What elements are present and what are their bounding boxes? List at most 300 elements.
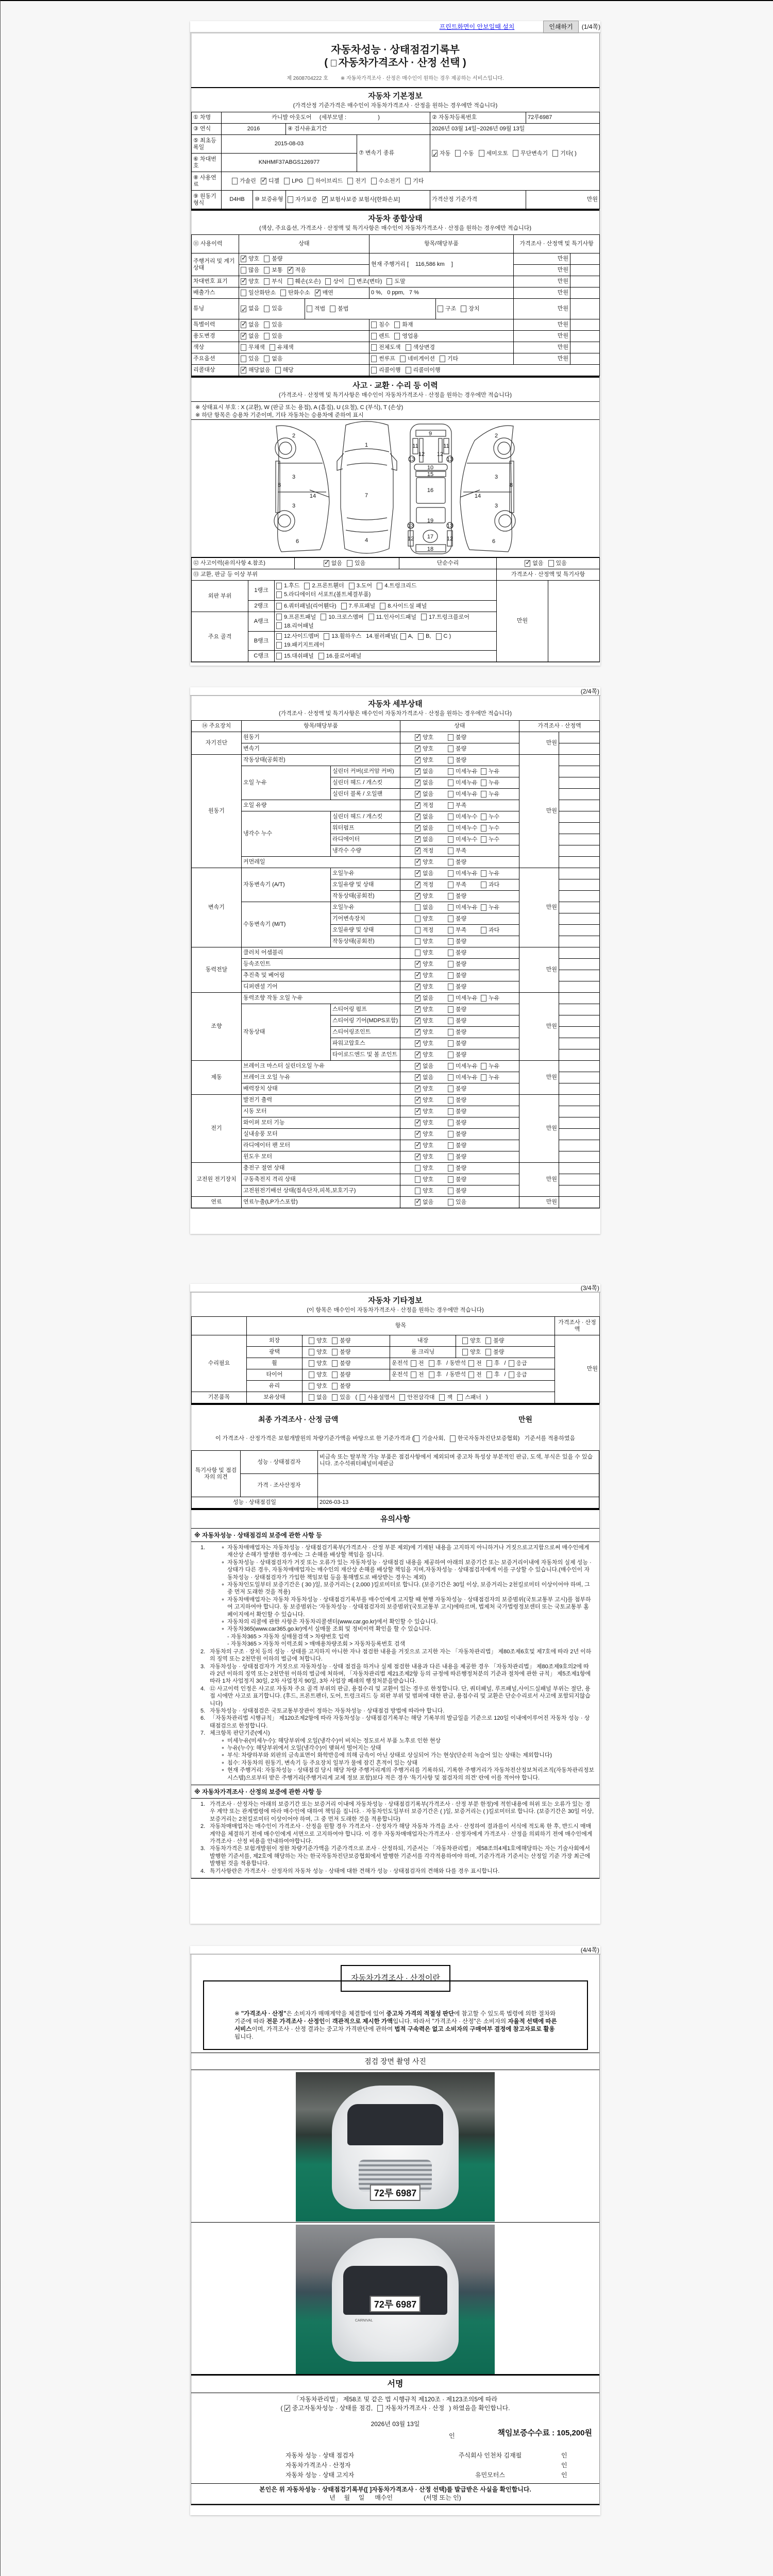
checkbox-unchecked[interactable] — [318, 653, 324, 659]
checkbox-unchecked[interactable] — [429, 1371, 434, 1378]
checkbox-option[interactable] — [415, 870, 448, 877]
checkbox-option[interactable] — [481, 927, 514, 934]
checkbox-unchecked[interactable] — [481, 927, 486, 934]
checkbox-option[interactable] — [276, 590, 371, 599]
checkbox-unchecked[interactable] — [288, 278, 293, 285]
checkbox-option[interactable] — [321, 613, 363, 622]
checkbox-option[interactable] — [241, 367, 271, 374]
checkbox-option[interactable] — [330, 306, 348, 312]
checkbox-unchecked[interactable] — [415, 916, 421, 922]
checkbox-option[interactable] — [332, 1383, 350, 1389]
checkbox-checked[interactable] — [284, 2405, 290, 2412]
checkbox-option[interactable] — [349, 278, 382, 285]
checkbox-option[interactable] — [415, 1006, 448, 1013]
checkbox-unchecked[interactable] — [468, 1360, 474, 1367]
checkbox-option[interactable] — [276, 613, 316, 622]
checkbox-unchecked[interactable] — [264, 321, 270, 328]
checkbox-option[interactable] — [438, 306, 456, 312]
checkbox-unchecked[interactable] — [377, 2405, 383, 2412]
checkbox-unchecked[interactable] — [448, 1188, 453, 1194]
checkbox-unchecked[interactable] — [509, 1360, 514, 1367]
checkbox-option[interactable] — [241, 267, 259, 274]
checkbox-unchecked[interactable] — [288, 196, 293, 203]
checkbox-option[interactable] — [448, 1131, 481, 1138]
checkbox-option[interactable] — [415, 1086, 448, 1092]
checkbox-unchecked[interactable] — [448, 1052, 453, 1058]
checkbox-option[interactable] — [318, 653, 361, 659]
checkbox-option[interactable] — [448, 825, 481, 832]
checkbox-unchecked[interactable] — [448, 950, 453, 956]
checkbox-unchecked[interactable] — [347, 178, 353, 184]
checkbox-option[interactable] — [241, 333, 259, 340]
checkbox-unchecked[interactable] — [448, 916, 453, 922]
price-survey-checkbox[interactable] — [331, 60, 337, 66]
checkbox-unchecked[interactable] — [400, 355, 406, 362]
checkbox-option[interactable] — [415, 984, 448, 990]
checkbox-option[interactable] — [486, 1371, 500, 1378]
checkbox-unchecked[interactable] — [332, 1383, 338, 1389]
checkbox-option[interactable] — [347, 178, 366, 184]
checkbox-option[interactable] — [371, 355, 395, 362]
checkbox-unchecked[interactable] — [309, 1360, 314, 1367]
checkbox-option[interactable] — [415, 1074, 448, 1081]
checkbox-option[interactable] — [415, 1142, 448, 1149]
checkbox-option[interactable] — [394, 321, 413, 328]
checkbox-option[interactable] — [275, 367, 294, 374]
checkbox-option[interactable] — [418, 632, 431, 641]
checkbox-unchecked[interactable] — [307, 306, 312, 312]
checkbox-option[interactable] — [415, 1188, 448, 1194]
checkbox-option[interactable] — [371, 321, 390, 328]
checkbox-unchecked[interactable] — [448, 1142, 453, 1149]
checkbox-unchecked[interactable] — [276, 583, 282, 589]
checkbox-option[interactable] — [264, 355, 282, 362]
checkbox-unchecked[interactable] — [321, 614, 326, 620]
checkbox-unchecked[interactable] — [479, 150, 484, 157]
checkbox-unchecked[interactable] — [280, 290, 286, 296]
checkbox-option[interactable] — [332, 1349, 350, 1355]
checkbox-unchecked[interactable] — [309, 1383, 314, 1389]
checkbox-unchecked[interactable] — [448, 938, 453, 945]
checkbox-option[interactable] — [481, 904, 514, 911]
checkbox-option[interactable] — [284, 2404, 373, 2413]
checkbox-option[interactable] — [481, 814, 514, 820]
checkbox-option[interactable] — [448, 1176, 481, 1183]
checkbox-option[interactable] — [448, 1165, 481, 1172]
checkbox-option[interactable] — [415, 1108, 448, 1115]
checkbox-unchecked[interactable] — [270, 344, 275, 351]
checkbox-option[interactable] — [415, 938, 448, 945]
checkbox-option[interactable] — [405, 178, 424, 184]
signer-seal[interactable]: 인 — [561, 2471, 567, 2479]
checkbox-option[interactable] — [481, 768, 514, 775]
checkbox-option[interactable] — [415, 961, 448, 968]
checkbox-checked[interactable] — [415, 1131, 421, 1138]
checkbox-unchecked[interactable] — [448, 961, 453, 968]
checkbox-checked[interactable] — [415, 802, 421, 809]
checkbox-unchecked[interactable] — [406, 367, 411, 374]
checkbox-option[interactable] — [486, 1360, 500, 1367]
checkbox-option[interactable] — [415, 802, 448, 809]
checkbox-checked[interactable] — [432, 150, 438, 157]
checkbox-option[interactable] — [264, 267, 282, 274]
checkbox-option[interactable] — [284, 178, 303, 184]
checkbox-option[interactable] — [276, 632, 319, 641]
checkbox-checked[interactable] — [415, 859, 421, 866]
checkbox-checked[interactable] — [241, 306, 246, 312]
checkbox-unchecked[interactable] — [264, 333, 270, 340]
checkbox-option[interactable] — [415, 950, 448, 956]
checkbox-unchecked[interactable] — [448, 1040, 453, 1047]
checkbox-unchecked[interactable] — [276, 642, 282, 649]
checkbox-unchecked[interactable] — [264, 278, 270, 285]
checkbox-option[interactable] — [462, 1337, 481, 1344]
checkbox-option[interactable] — [377, 2404, 444, 2413]
checkbox-checked[interactable] — [415, 1142, 421, 1149]
checkbox-unchecked[interactable] — [332, 1360, 338, 1367]
checkbox-unchecked[interactable] — [371, 333, 377, 340]
checkbox-option[interactable] — [276, 603, 337, 609]
checkbox-option[interactable] — [448, 927, 481, 934]
checkbox-unchecked[interactable] — [548, 560, 554, 567]
checkbox-unchecked[interactable] — [448, 1074, 453, 1081]
checkbox-option[interactable] — [448, 1086, 481, 1092]
signer-seal[interactable]: 인 — [561, 2452, 567, 2459]
checkbox-unchecked[interactable] — [415, 927, 421, 934]
checkbox-unchecked[interactable] — [448, 734, 453, 741]
checkbox-option[interactable] — [347, 560, 365, 567]
checkbox-option[interactable] — [241, 355, 259, 362]
checkbox-option[interactable] — [415, 791, 448, 798]
checkbox-unchecked[interactable] — [448, 882, 453, 888]
checkbox-option[interactable] — [448, 916, 481, 922]
checkbox-option[interactable] — [415, 916, 448, 922]
checkbox-unchecked[interactable] — [349, 278, 355, 285]
checkbox-option[interactable] — [415, 904, 448, 911]
checkbox-option[interactable] — [481, 1074, 514, 1081]
checkbox-checked[interactable] — [415, 1108, 421, 1115]
checkbox-option[interactable] — [394, 333, 418, 340]
checkbox-option[interactable] — [315, 290, 333, 296]
checkbox-checked[interactable] — [415, 961, 421, 968]
checkbox-unchecked[interactable] — [448, 825, 453, 832]
checkbox-unchecked[interactable] — [481, 791, 486, 798]
checkbox-option[interactable] — [415, 859, 448, 866]
checkbox-option[interactable] — [448, 1052, 481, 1058]
checkbox-option[interactable] — [288, 196, 317, 203]
checkbox-option[interactable] — [411, 1360, 424, 1367]
checkbox-option[interactable] — [415, 757, 448, 764]
checkbox-option[interactable] — [264, 321, 282, 328]
checkbox-option[interactable] — [380, 603, 427, 609]
checkbox-option[interactable] — [448, 1006, 481, 1013]
checkbox-unchecked[interactable] — [486, 1371, 492, 1378]
checkbox-option[interactable] — [448, 768, 481, 775]
checkbox-unchecked[interactable] — [448, 802, 453, 809]
checkbox-option[interactable] — [371, 178, 401, 184]
checkbox-option[interactable] — [415, 1063, 448, 1070]
checkbox-unchecked[interactable] — [324, 633, 329, 640]
checkbox-unchecked[interactable] — [394, 333, 400, 340]
checkbox-unchecked[interactable] — [241, 355, 246, 362]
checkbox-unchecked[interactable] — [371, 344, 377, 351]
checkbox-unchecked[interactable] — [347, 560, 352, 567]
checkbox-unchecked[interactable] — [481, 768, 486, 775]
checkbox-option[interactable] — [276, 653, 314, 659]
checkbox-option[interactable] — [309, 1360, 327, 1367]
checkbox-option[interactable] — [448, 848, 481, 854]
checkbox-checked[interactable] — [261, 178, 266, 184]
checkbox-unchecked[interactable] — [448, 791, 453, 798]
checkbox-option[interactable] — [415, 779, 448, 786]
checkbox-unchecked[interactable] — [448, 1199, 453, 1206]
checkbox-option[interactable] — [264, 304, 282, 314]
checkbox-option[interactable] — [450, 1435, 520, 1443]
checkbox-option[interactable] — [481, 1063, 514, 1070]
checkbox-option[interactable] — [448, 972, 481, 979]
checkbox-unchecked[interactable] — [509, 1371, 514, 1378]
checkbox-unchecked[interactable] — [448, 757, 453, 764]
checkbox-checked[interactable] — [241, 367, 246, 374]
checkbox-unchecked[interactable] — [394, 321, 400, 328]
checkbox-option[interactable] — [481, 791, 514, 798]
checkbox-checked[interactable] — [241, 278, 246, 285]
checkbox-option[interactable] — [415, 1199, 448, 1206]
checkbox-option[interactable] — [485, 1349, 504, 1355]
checkbox-unchecked[interactable] — [264, 267, 270, 274]
checkbox-checked[interactable] — [415, 893, 421, 900]
checkbox-unchecked[interactable] — [309, 1371, 314, 1378]
checkbox-option[interactable] — [481, 870, 514, 877]
checkbox-option[interactable] — [415, 825, 448, 832]
checkbox-unchecked[interactable] — [276, 591, 282, 598]
checkbox-option[interactable] — [415, 1120, 448, 1126]
checkbox-unchecked[interactable] — [371, 321, 377, 328]
checkbox-option[interactable] — [415, 995, 448, 1002]
checkbox-unchecked[interactable] — [415, 1165, 421, 1172]
checkbox-checked[interactable] — [415, 791, 421, 798]
checkbox-unchecked[interactable] — [448, 927, 453, 934]
checkbox-unchecked[interactable] — [448, 779, 453, 786]
checkbox-unchecked[interactable] — [448, 972, 453, 979]
checkbox-unchecked[interactable] — [405, 178, 411, 184]
checkbox-checked[interactable] — [315, 290, 321, 296]
checkbox-option[interactable] — [400, 355, 435, 362]
checkbox-option[interactable] — [457, 1394, 481, 1401]
checkbox-option[interactable] — [481, 836, 514, 843]
checkbox-unchecked[interactable] — [371, 355, 377, 362]
checkbox-option[interactable] — [280, 290, 310, 296]
checkbox-checked[interactable] — [288, 267, 293, 274]
checkbox-unchecked[interactable] — [241, 290, 246, 296]
checkbox-option[interactable] — [415, 893, 448, 900]
checkbox-checked[interactable] — [415, 1154, 421, 1160]
checkbox-option[interactable] — [461, 306, 479, 312]
checkbox-option[interactable] — [485, 1337, 504, 1344]
checkbox-option[interactable] — [241, 304, 259, 314]
checkbox-checked[interactable] — [525, 560, 530, 567]
checkbox-checked[interactable] — [415, 1074, 421, 1081]
checkbox-option[interactable] — [399, 1394, 434, 1401]
checkbox-unchecked[interactable] — [448, 904, 453, 911]
checkbox-unchecked[interactable] — [448, 995, 453, 1002]
checkbox-option[interactable] — [332, 1337, 350, 1344]
checkbox-option[interactable] — [429, 1360, 442, 1367]
checkbox-option[interactable] — [448, 757, 481, 764]
checkbox-unchecked[interactable] — [448, 1063, 453, 1070]
checkbox-unchecked[interactable] — [448, 745, 453, 752]
checkbox-unchecked[interactable] — [264, 306, 270, 312]
checkbox-unchecked[interactable] — [440, 355, 445, 362]
checkbox-option[interactable] — [436, 632, 451, 641]
checkbox-option[interactable] — [371, 367, 401, 374]
checkbox-option[interactable] — [332, 1360, 350, 1367]
checkbox-option[interactable] — [341, 603, 376, 609]
checkbox-checked[interactable] — [415, 870, 421, 877]
checkbox-option[interactable] — [309, 1383, 327, 1389]
checkbox-unchecked[interactable] — [455, 150, 461, 157]
checkbox-unchecked[interactable] — [332, 1371, 338, 1378]
checkbox-unchecked[interactable] — [448, 836, 453, 843]
checkbox-unchecked[interactable] — [400, 633, 406, 640]
checkbox-unchecked[interactable] — [275, 367, 281, 374]
checkbox-checked[interactable] — [415, 1086, 421, 1092]
checkbox-option[interactable] — [304, 582, 344, 590]
checkbox-option[interactable] — [270, 344, 294, 351]
checkbox-unchecked[interactable] — [462, 1349, 468, 1355]
checkbox-option[interactable] — [481, 882, 514, 888]
checkbox-unchecked[interactable] — [448, 1154, 453, 1160]
checkbox-option[interactable] — [415, 1176, 448, 1183]
checkbox-option[interactable] — [264, 278, 282, 285]
checkbox-checked[interactable] — [415, 882, 421, 888]
checkbox-unchecked[interactable] — [360, 1394, 365, 1401]
checkbox-option[interactable] — [448, 995, 481, 1002]
checkbox-option[interactable] — [448, 870, 481, 877]
checkbox-checked[interactable] — [324, 560, 329, 567]
checkbox-unchecked[interactable] — [386, 278, 392, 285]
checkbox-unchecked[interactable] — [341, 603, 347, 609]
checkbox-unchecked[interactable] — [276, 614, 282, 620]
checkbox-option[interactable] — [276, 641, 325, 650]
checkbox-unchecked[interactable] — [436, 633, 442, 640]
checkbox-option[interactable] — [415, 1097, 448, 1104]
checkbox-option[interactable] — [308, 178, 343, 184]
checkbox-option[interactable] — [400, 632, 413, 641]
checkbox-option[interactable] — [411, 1371, 424, 1378]
checkbox-unchecked[interactable] — [448, 768, 453, 775]
checkbox-option[interactable] — [552, 148, 577, 159]
checkbox-option[interactable] — [276, 622, 314, 631]
checkbox-option[interactable] — [415, 814, 448, 820]
checkbox-unchecked[interactable] — [448, 1086, 453, 1092]
checkbox-checked[interactable] — [415, 1018, 421, 1024]
checkbox-option[interactable] — [349, 582, 372, 590]
print-help-link[interactable]: 프린트화면이 안보일때 설치 — [439, 23, 515, 30]
checkbox-checked[interactable] — [415, 1063, 421, 1070]
checkbox-option[interactable] — [415, 882, 448, 888]
checkbox-unchecked[interactable] — [448, 1165, 453, 1172]
checkbox-unchecked[interactable] — [429, 1360, 434, 1367]
checkbox-unchecked[interactable] — [481, 882, 486, 888]
checkbox-checked[interactable] — [415, 1029, 421, 1036]
checkbox-checked[interactable] — [415, 848, 421, 854]
checkbox-option[interactable] — [448, 1199, 481, 1206]
checkbox-unchecked[interactable] — [276, 603, 282, 609]
checkbox-option[interactable] — [415, 1131, 448, 1138]
checkbox-option[interactable] — [448, 791, 481, 798]
checkbox-unchecked[interactable] — [448, 1029, 453, 1036]
checkbox-unchecked[interactable] — [232, 178, 238, 184]
checkbox-unchecked[interactable] — [485, 1349, 491, 1355]
checkbox-option[interactable] — [232, 178, 256, 184]
checkbox-option[interactable] — [481, 779, 514, 786]
checkbox-option[interactable] — [406, 344, 435, 351]
checkbox-unchecked[interactable] — [308, 178, 313, 184]
checkbox-unchecked[interactable] — [481, 814, 486, 820]
checkbox-option[interactable] — [421, 613, 469, 622]
checkbox-unchecked[interactable] — [481, 904, 486, 911]
checkbox-checked[interactable] — [241, 256, 246, 262]
checkbox-option[interactable] — [415, 1040, 448, 1047]
checkbox-option[interactable] — [448, 1097, 481, 1104]
checkbox-unchecked[interactable] — [448, 848, 453, 854]
checkbox-checked[interactable] — [415, 1097, 421, 1104]
checkbox-unchecked[interactable] — [481, 1074, 486, 1081]
checkbox-unchecked[interactable] — [418, 633, 424, 640]
checkbox-option[interactable] — [448, 1018, 481, 1024]
checkbox-unchecked[interactable] — [439, 1394, 445, 1401]
checkbox-option[interactable] — [276, 582, 299, 590]
checkbox-option[interactable] — [448, 745, 481, 752]
checkbox-option[interactable] — [288, 267, 306, 274]
checkbox-option[interactable] — [448, 1074, 481, 1081]
checkbox-option[interactable] — [377, 582, 416, 590]
checkbox-unchecked[interactable] — [349, 583, 355, 589]
signer-seal[interactable]: 인 — [561, 2462, 567, 2469]
checkbox-option[interactable] — [448, 950, 481, 956]
checkbox-option[interactable] — [448, 1154, 481, 1160]
checkbox-option[interactable] — [481, 995, 514, 1002]
checkbox-option[interactable] — [261, 178, 279, 184]
checkbox-option[interactable] — [448, 734, 481, 741]
checkbox-unchecked[interactable] — [448, 1131, 453, 1138]
checkbox-unchecked[interactable] — [332, 1337, 338, 1344]
checkbox-unchecked[interactable] — [481, 1063, 486, 1070]
checkbox-unchecked[interactable] — [325, 278, 331, 285]
checkbox-option[interactable] — [468, 1360, 482, 1367]
checkbox-option[interactable] — [448, 904, 481, 911]
checkbox-unchecked[interactable] — [399, 1394, 405, 1401]
checkbox-option[interactable] — [415, 972, 448, 979]
checkbox-unchecked[interactable] — [368, 614, 374, 620]
checkbox-option[interactable] — [325, 278, 344, 285]
checkbox-option[interactable] — [415, 848, 448, 854]
checkbox-option[interactable] — [241, 278, 259, 285]
checkbox-unchecked[interactable] — [421, 614, 427, 620]
checkbox-unchecked[interactable] — [415, 1188, 421, 1194]
checkbox-option[interactable] — [440, 355, 458, 362]
checkbox-unchecked[interactable] — [276, 622, 282, 629]
checkbox-unchecked[interactable] — [330, 306, 335, 312]
checkbox-unchecked[interactable] — [304, 583, 310, 589]
checkbox-unchecked[interactable] — [461, 306, 466, 312]
checkbox-option[interactable] — [448, 984, 481, 990]
checkbox-option[interactable] — [455, 148, 474, 159]
checkbox-unchecked[interactable] — [309, 1337, 314, 1344]
checkbox-unchecked[interactable] — [276, 633, 282, 640]
checkbox-option[interactable] — [415, 734, 448, 741]
